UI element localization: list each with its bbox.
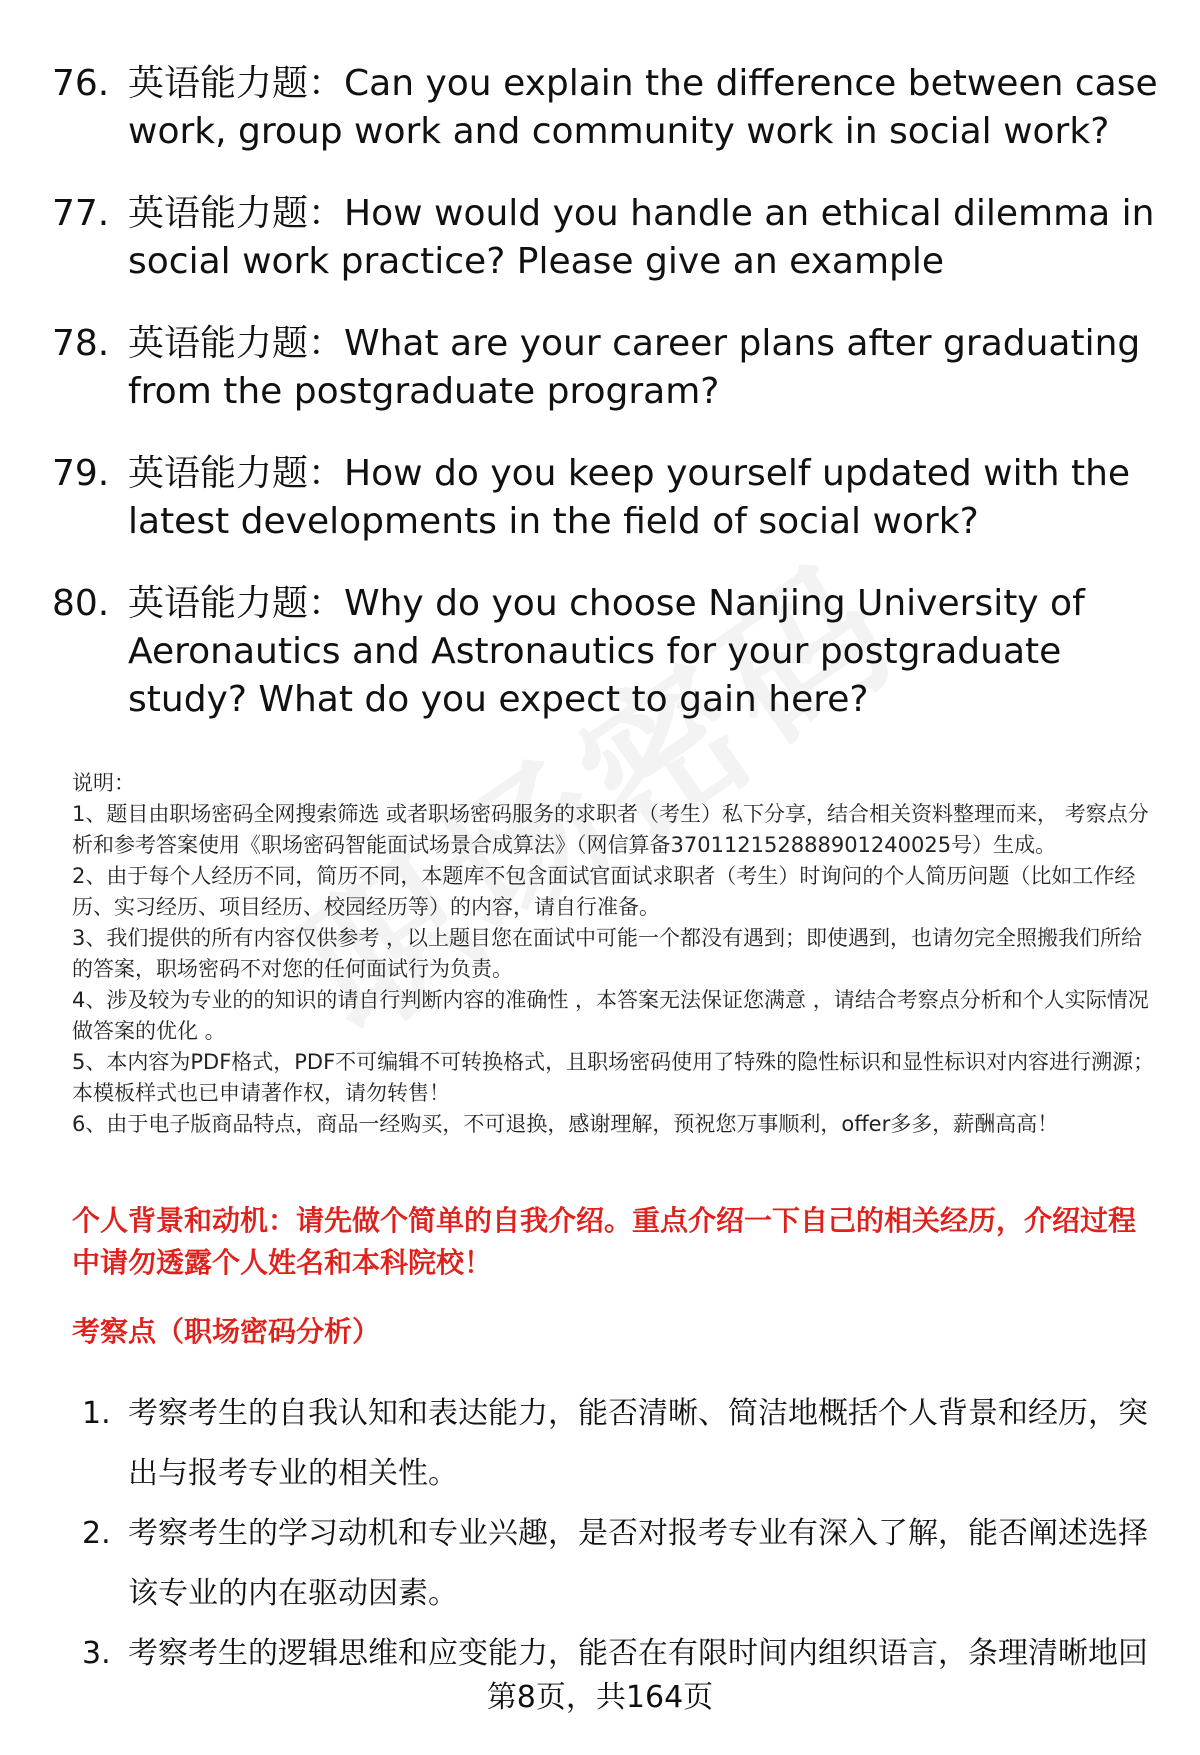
question-number: 80. [52, 583, 110, 624]
analysis-point [82, 1384, 1162, 1504]
point-number: 2. [82, 1516, 111, 1551]
question-body [128, 450, 1162, 546]
page-footer: 第8页，共164页 [486, 1680, 714, 1715]
question-text: How do you keep yourself updated with the latest developments in the field of social work? [128, 453, 1131, 542]
note-item: 6、由于电子版商品特点，商品一经购买，不可退换，感谢理解，预祝您万事顺利，offer多多，薪酬高高！ [72, 1112, 1059, 1136]
question-body [128, 320, 1162, 416]
section-heading: 个人背景和动机：请先做个简单的自我介绍。重点介绍一下自己的相关经历，介绍过程中请勿透露个人姓名和本科院校！ [72, 1204, 1137, 1279]
question-number: 78. [52, 323, 110, 364]
question-item [52, 320, 1162, 416]
point-number: 1. [82, 1396, 111, 1431]
point-text: 考察考生的自我认知和表达能力，能否清晰、简洁地概括个人背景和经历，突出与报考专业的相关性。 [128, 1396, 1148, 1491]
question-number: 77. [52, 193, 110, 234]
note-item: 4、涉及较为专业的的知识的请自行判断内容的准确性 ，本答案无法保证您满意 ，请结合考察点分析和个人实际情况做答案的优化 。 [72, 988, 1149, 1043]
question-body [128, 190, 1162, 286]
analysis-point [82, 1624, 1162, 1684]
point-number: 3. [82, 1636, 111, 1671]
question-number: 76. [52, 63, 110, 104]
question-text: Why do you choose Nanjing University of Aeronautics and Astronautics for your postgraduate study? What do you expect to gain here? [128, 583, 1085, 720]
question-text: Can you explain the difference between case work, group work and community work in social work? [128, 63, 1158, 152]
analysis-points [82, 1384, 1162, 1684]
point-text: 考察考生的学习动机和专业兴趣，是否对报考专业有深入了解，能否阐述选择该专业的内在驱动因素。 [128, 1516, 1148, 1611]
question-text: What are your career plans after graduating from the postgraduate program? [128, 323, 1141, 412]
question-number: 79. [52, 453, 110, 494]
notes-title: 说明： [72, 771, 135, 795]
point-text: 考察考生的逻辑思维和应变能力，能否在有限时间内组织语言，条理清晰地回 [128, 1636, 1148, 1671]
question-tag: 英语能力题： [128, 583, 345, 624]
question-tag: 英语能力题： [128, 323, 345, 364]
question-list [52, 60, 1162, 758]
note-item: 3、我们提供的所有内容仅供参考 ，以上题目您在面试中可能一个都没有遇到；即使遇到，也请勿完全照搬我们所给的答案，职场密码不对您的任何面试行为负责。 [72, 926, 1143, 981]
note-item: 2、由于每个人经历不同，简历不同，本题库不包含面试官面试求职者（考生）时询问的个人简历问题（比如工作经历、实习经历、项目经历、校园经历等）的内容，请自行准备。 [72, 864, 1136, 919]
analysis-point [82, 1504, 1162, 1624]
question-tag: 英语能力题： [128, 193, 345, 234]
section-subheading: 考察点（职场密码分析） [72, 1315, 381, 1348]
question-tag: 英语能力题： [128, 63, 345, 104]
question-text: How would you handle an ethical dilemma in social work practice? Please give an example [128, 193, 1155, 282]
question-item [52, 190, 1162, 286]
question-item [52, 580, 1162, 724]
question-tag: 英语能力题： [128, 453, 345, 494]
question-body [128, 60, 1162, 156]
question-body [128, 580, 1162, 724]
question-item [52, 450, 1162, 546]
notes-block [72, 768, 1162, 1140]
question-item [52, 60, 1162, 156]
note-item: 5、本内容为PDF格式，PDF不可编辑不可转换格式，且职场密码使用了特殊的隐性标识和显性标识对内容进行溯源；本模板样式也已申请著作权，请勿转售！ [72, 1050, 1155, 1105]
note-item: 1、题目由职场密码全网搜索筛选 或者职场密码服务的求职者（考生）私下分享，结合相关资料整理而来， 考察点分析和参考答案使用《职场密码智能面试场景合成算法》（网信算备370112152888901240025号）生成。 [72, 802, 1149, 857]
